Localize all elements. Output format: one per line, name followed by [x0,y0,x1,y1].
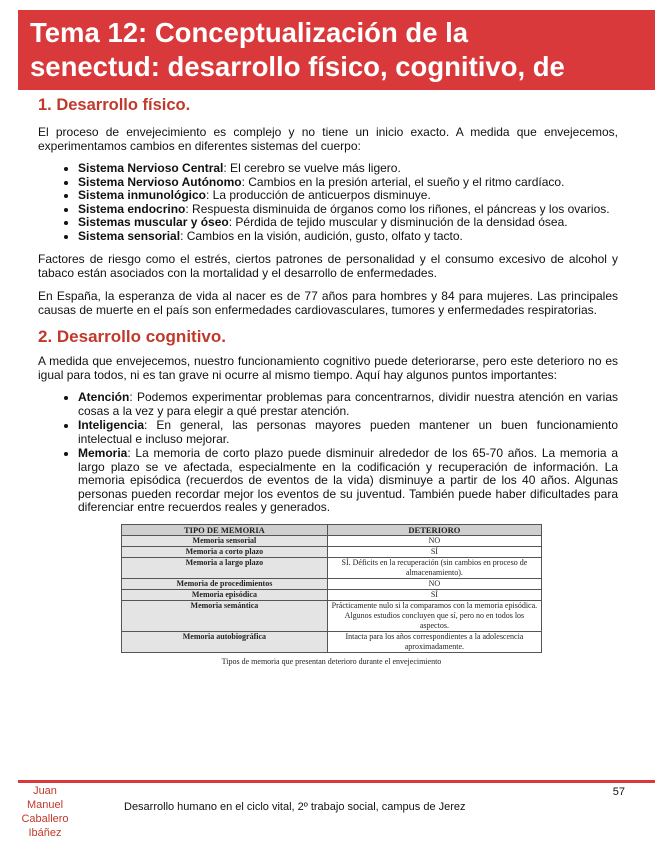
memory-type-cell: Memoria a largo plazo [122,557,328,578]
list-item-text: : Pérdida de tejido muscular y disminución de la densidad ósea. [228,215,568,229]
list-item-text: : Cambios en la visión, audición, gusto, olfato y tacto. [180,228,463,243]
list-item-text: : La producción de anticuerpos disminuye. [206,188,431,202]
memory-type-cell: Memoria sensorial [122,535,328,546]
list-item-term: Sistema endocrino [78,201,186,216]
deterioro-cell: NO [327,578,541,589]
section-2-intro: A medida que envejecemos, nuestro funcionamiento cognitivo puede deteriorarse, pero este deterioro no es igual para todos, ni es tan grave ni ocurre al mismo tiempo. Aquí hay algunos puntos importantes: [38,354,618,382]
chapter-title-line-1: Tema 12: Conceptualización de la [30,17,469,48]
deterioro-cell: SÍ [327,546,541,557]
list-item [78,203,618,217]
list-item-term: Sistema sensorial [78,228,181,243]
table-row [122,589,542,600]
body-systems-list [38,162,618,243]
list-item-term: Memoria [78,446,128,460]
footer-course-text: Desarrollo humano en el ciclo vital, 2º trabajo social, campus de Jerez [124,801,466,813]
deterioro-cell: SÍ [327,589,541,600]
table-header-row [122,524,542,535]
table-row [122,557,542,578]
column-header: TIPO DE MEMORIA [122,524,328,535]
deterioro-cell: SÍ. Déficits en la recuperación (sin cambios en proceso de almacenamiento). [327,557,541,578]
list-item-term: Sistema Nervioso Central [78,161,224,175]
list-item-text: : Podemos experimentar problemas para concentrarnos, dividir nuestra atención en varias cosas a la vez y para elegir a qué prestar atención. [78,390,618,418]
memory-type-cell: Memoria de procedimientos [122,578,328,589]
table-row [122,546,542,557]
list-item [78,162,618,176]
chapter-header [18,10,655,90]
list-item-text: : El cerebro se vuelve más ligero. [223,161,401,175]
list-item-term: Sistema inmunológico [78,188,207,202]
table-row [122,631,542,652]
table-row [122,535,542,546]
footer-divider [18,780,655,783]
section-1-intro: El proceso de envejecimiento es complejo y no tiene un inicio exacto. A medida que envejecemos, experimentamos cambios en diferentes sistemas del cuerpo: [38,125,618,153]
risk-factors-paragraph: Factores de riesgo como el estrés, ciertos patrones de personalidad y el consumo excesivo de alcohol y tabaco están asociados con la mortalidad y el desarrollo de enfermedades. [38,252,618,280]
section-1-title: 1. Desarrollo físico. [38,96,191,114]
list-item-text: : Cambios en la presión arterial, el sueño y el ritmo cardíaco. [241,174,565,189]
list-item-text: : Respuesta disminuida de órganos como los riñones, el páncreas y los ovarios. [185,201,610,216]
table-caption: Tipos de memoria que presentan deterioro durante el envejecimiento [221,656,442,666]
list-item-term: Atención [78,390,130,404]
table-row [122,600,542,631]
life-expectancy-paragraph: En España, la esperanza de vida al nacer es de 77 años para hombres y 84 para mujeres. Las principales causas de muerte en el país son enfermedades cardiovasculares, tumores y enfermedades respiratorias. [38,289,618,317]
deterioro-cell: Intacta para los años correspondientes a la adolescencia aproximadamente. [327,631,541,652]
list-item-text: : En general, las personas mayores pueden mantener un buen funcionamiento intelectual e incluso mejorar. [78,418,618,446]
list-item-term: Sistema Nervioso Autónomo [78,174,242,189]
memory-table [121,524,542,653]
memory-type-cell: Memoria episódica [122,589,328,600]
deterioro-cell: Prácticamente nulo si la comparamos con la memoria episódica. Algunos estudios concluyen que sí, pero no en todos los aspectos. [327,600,541,631]
list-item [78,419,618,446]
list-item-text: : La memoria de corto plazo puede disminuir alrededor de los 65-70 años. La memoria a largo plazo se ve afectada, especialmente en la codificación y recuperación de información. La memoria episódica (recuerdos de eventos de la vida) disminuye a partir de los 40 años. Algunas personas pueden recordar mejor los eventos de su juventud. También puede haber dificultades para diferenciar entre recuerdos reales y generados. [78,446,618,514]
memory-table-figure [121,524,542,666]
table-row [122,578,542,589]
list-item-term: Sistemas muscular y óseo [78,215,229,229]
cognitive-points-list [38,391,618,515]
section-2-title: 2. Desarrollo cognitivo. [38,327,226,346]
page-number: 57 [612,786,625,798]
list-item [78,447,618,515]
list-item [78,216,618,230]
list-item [78,176,618,190]
list-item [78,391,618,418]
list-item [78,230,618,244]
memory-type-cell: Memoria autobiográfica [122,631,328,652]
column-header: DETERIORO [327,524,541,535]
chapter-title-line-2: senectud: desarrollo físico, cognitivo, de [30,51,565,82]
list-item-term: Inteligencia [78,418,145,432]
page-content [38,95,618,666]
list-item [78,189,618,203]
memory-type-cell: Memoria semántica [122,600,328,631]
deterioro-cell: NO [327,535,541,546]
chapter-title [30,16,655,84]
memory-type-cell: Memoria a corto plazo [122,546,328,557]
footer-author: Juan Manuel Caballero Ibáñez [21,785,69,839]
